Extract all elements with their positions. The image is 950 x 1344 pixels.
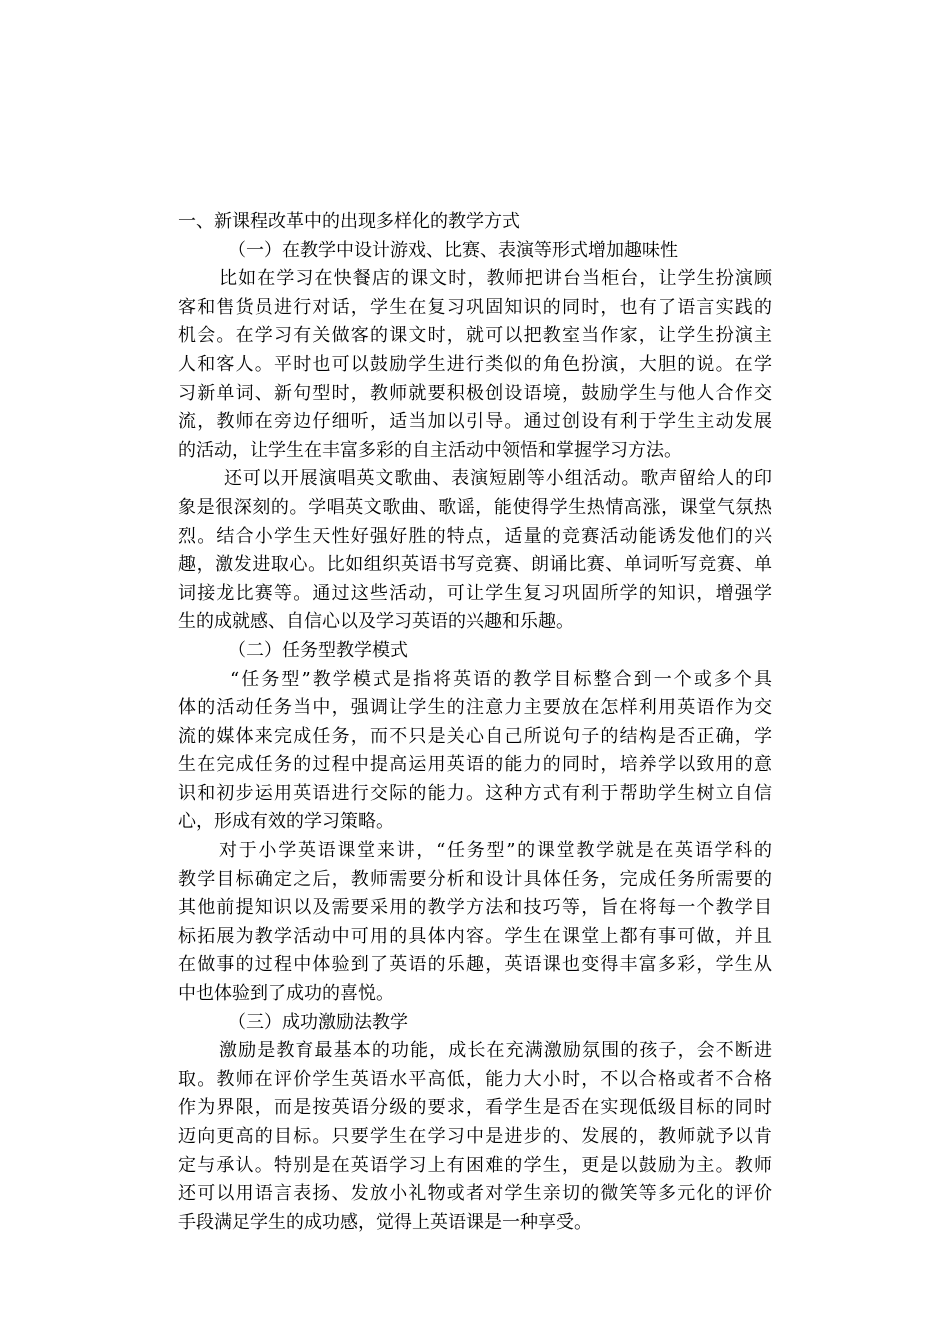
paragraph <box>178 1037 772 1237</box>
text-line: 生在完成任务的过程中提高运用英语的能力的同时，培养学以致用的意 <box>178 754 772 776</box>
section-heading: （二）任务型教学模式 <box>228 639 408 661</box>
text-line: 心，形成有效的学习策略。 <box>178 811 394 833</box>
main-heading: 一、新课程改革中的出现多样化的教学方式 <box>178 211 520 232</box>
text-line: 激励是教育最基本的功能，成长在充满激励氛围的孩子，会不断进 <box>219 1040 772 1062</box>
section-heading: （一）在教学中设计游戏、比赛、表演等形式增加趣味性 <box>228 239 678 261</box>
text-line: 识和初步运用英语进行交际的能力。这种方式有利于帮助学生树立自信 <box>178 782 772 804</box>
text-line: 生的成就感、自信心以及学习英语的兴趣和乐趣。 <box>178 611 574 633</box>
text-line: 体的活动任务当中，强调让学生的注意力主要放在怎样利用英语作为交 <box>178 697 772 719</box>
text-line: 迈向更高的目标。只要学生在学习中是进步的、发展的，教师就予以肯 <box>178 1126 772 1147</box>
text-line: 标拓展为教学活动中可用的具体内容。学生在课堂上都有事可做，并且 <box>178 925 772 947</box>
paragraph <box>178 837 772 1009</box>
section-heading: （三）成功激励法教学 <box>228 1011 408 1033</box>
paragraph <box>178 265 772 465</box>
text-line: 其他前提知识以及需要采用的教学方法和技巧等，旨在将每一个教学目 <box>178 897 772 919</box>
text-line: 还可以用语言表扬、发放小礼物或者对学生亲切的微笑等多元化的评价 <box>178 1183 772 1205</box>
text-line: 词接龙比赛等。通过这些活动，可让学生复习巩固所学的知识，增强学 <box>178 582 772 604</box>
text-line: 在做事的过程中体验到了英语的乐趣，英语课也变得丰富多彩，学生从 <box>178 954 772 976</box>
text-line: 中也体验到了成功的喜悦。 <box>178 983 394 1005</box>
text-line: 还可以开展演唱英文歌曲、表演短剧等小组活动。歌声留给人的印 <box>224 468 772 490</box>
text-line: 的活动，让学生在丰富多彩的自主活动中领悟和掌握学习方法。 <box>178 439 682 461</box>
text-line: 手段满足学生的成功感，觉得上英语课是一种享受。 <box>178 1211 592 1233</box>
text-line: 象是很深刻的。学唱英文歌曲、歌谣，能使得学生热情高涨，课堂气氛热 <box>178 496 772 518</box>
text-line: 机会。在学习有关做客的课文时，就可以把教室当作家，让学生扮演主 <box>178 325 772 347</box>
text-line: 取。教师在评价学生英语水平高低，能力大小时，不以合格或者不合格 <box>178 1068 772 1090</box>
text-line: 习新单词、新句型时，教师就要积极创设语境，鼓励学生与他人合作交 <box>178 382 772 404</box>
text-line: “任务型”教学模式是指将英语的教学目标整合到一个或多个具 <box>230 668 772 690</box>
paragraph <box>178 465 772 637</box>
text-line: 教学目标确定之后，教师需要分析和设计具体任务，完成任务所需要的 <box>178 868 772 890</box>
text-line: 流的媒体来完成任务，而不只是关心自己所说句子的结构是否正确，学 <box>178 725 772 747</box>
text-line: 比如在学习在快餐店的课文时，教师把讲台当柜台，让学生扮演顾 <box>219 268 772 290</box>
text-line: 人和客人。平时也可以鼓励学生进行类似的角色扮演，大胆的说。在学 <box>178 353 772 375</box>
paragraph <box>178 666 772 838</box>
text-line: 作为界限，而是按英语分级的要求，看学生是否在实现低级目标的同时 <box>178 1097 772 1119</box>
text-line: 流，教师在旁边仔细听，适当加以引导。通过创设有利于学生主动发展 <box>178 411 772 433</box>
text-line: 趣，激发进取心。比如组织英语书写竞赛、朗诵比赛、单词听写竞赛、单 <box>178 554 772 576</box>
text-line: 烈。结合小学生天性好强好胜的特点，适量的竞赛活动能诱发他们的兴 <box>178 525 772 547</box>
document-body <box>178 208 772 1237</box>
text-line: 客和售货员进行对话，学生在复习巩固知识的同时，也有了语言实践的 <box>178 296 772 318</box>
text-line: 对于小学英语课堂来讲，“任务型”的课堂教学就是在英语学科的 <box>219 840 772 862</box>
text-line: 定与承认。特别是在英语学习上有困难的学生，更是以鼓励为主。教师 <box>178 1154 772 1176</box>
